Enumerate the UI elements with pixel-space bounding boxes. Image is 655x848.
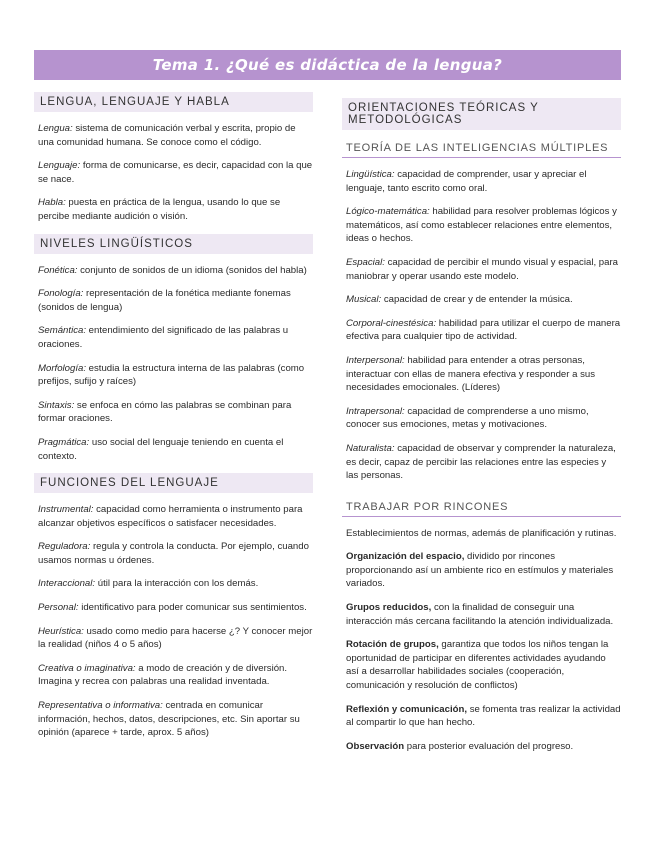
entry-text: capacidad de comprenderse a uno mismo, conocer sus emociones, metas y motivaciones. — [346, 405, 589, 431]
entry-term: Pragmática: — [38, 436, 90, 448]
entry-text: uso social del lenguaje teniendo en cuenta el contexto. — [38, 436, 284, 462]
entry-term: Corporal-cinestésica: — [346, 317, 437, 329]
right-column — [342, 92, 621, 763]
entry-creativa — [38, 662, 313, 689]
entry-term: Naturalista: — [346, 442, 395, 454]
entry-interaccional — [38, 577, 313, 591]
entry-interpersonal — [346, 354, 621, 395]
entry-text: sistema de comunicación verbal y escrita, propio de una comunidad humana. Se conoce como el código. — [38, 123, 296, 148]
entry-term: Organización del espacio, — [346, 551, 465, 563]
left-column — [34, 92, 313, 750]
entry-term: Lenguaje: — [38, 160, 81, 172]
entry-personal — [38, 601, 313, 615]
entry-lenguaje — [38, 159, 313, 186]
entry-text: capacidad de crear y de entender la música. — [381, 294, 573, 306]
entry-text: conjunto de sonidos de un idioma (sonidos del habla) — [77, 264, 307, 276]
entry-term: Reguladora: — [38, 541, 91, 553]
entry-text: entendimiento del significado de las palabras u oraciones. — [38, 325, 289, 350]
entry-text: habilidad para resolver problemas lógicos y matemáticos, así como establecer relaciones entre elementos, ideas o hechos. — [346, 206, 617, 245]
entry-morfologia — [38, 362, 313, 389]
entry-text: con la finalidad de conseguir una interacción más cercana facilitando la atención individualizada. — [346, 602, 614, 627]
entry-text: se enfoca en cómo las palabras se combinan para formar oraciones. — [38, 399, 292, 425]
section-heading-lengua: LENGUA, LENGUAJE Y HABLA — [34, 92, 313, 112]
entry-text: centrada en comunicar información, hechos, datos, descripciones, etc. Sin aportar su opinión (aparece + tarde, aprox. 5 años) — [38, 700, 300, 739]
entry-reguladora — [38, 540, 313, 567]
entry-text: puesta en práctica de la lengua, usando lo que se percibe mediante audición o visión. — [38, 197, 281, 222]
entry-musical — [346, 293, 621, 307]
entry-text: capacidad de comprender, usar y apreciar el lenguaje, tanto escrito como oral. — [346, 169, 587, 194]
page-title: Tema 1. ¿Qué es didáctica de la lengua? — [34, 50, 621, 80]
entry-term: Interaccional: — [38, 578, 96, 590]
entry-pragmatica — [38, 436, 313, 463]
entry-term: Grupos reducidos, — [346, 602, 432, 614]
entry-rotacion — [346, 638, 621, 692]
entry-reflexion — [346, 703, 621, 730]
entry-term: Heurística: — [38, 625, 84, 637]
entry-text: estudia la estructura interna de las palabras (como prefijos, sufijo y raíces) — [38, 362, 305, 388]
entry-sintaxis — [38, 399, 313, 426]
entry-grupos — [346, 601, 621, 628]
entry-term: Sintaxis: — [38, 399, 75, 411]
entry-text: para posterior evaluación del progreso. — [404, 740, 574, 752]
entry-term: Semántica: — [38, 325, 86, 337]
entry-term: Rotación de grupos, — [346, 639, 439, 651]
entry-habla — [38, 196, 313, 223]
entry-text: capacidad como herramienta o instrumento para alcanzar objetivos específicos o satisfacer necesidades. — [38, 504, 303, 529]
subsection-heading-rincones: TRABAJAR POR RINCONES — [342, 499, 621, 517]
entry-espacial — [346, 256, 621, 283]
entry-text: habilidad para entender a otras personas, interactuar con ellas de manera efectiva y responder a sus necesidades emocionales. (Líderes) — [346, 354, 596, 394]
entry-term: Lógico-matemática: — [346, 206, 430, 218]
entry-term: Observación — [346, 740, 405, 752]
entry-term: Creativa o imaginativa: — [38, 662, 136, 674]
entry-term: Lengua: — [38, 123, 73, 134]
entry-text: representación de la fonética mediante fonemas (sonidos de lengua) — [38, 288, 291, 313]
entry-term: Fonología: — [38, 288, 84, 300]
entry-heuristica — [38, 625, 313, 652]
entry-instrumental — [38, 503, 313, 530]
entry-text: se fomenta tras realizar la actividad al compartir lo que han hecho. — [346, 703, 621, 729]
entry-naturalista — [346, 442, 621, 483]
entry-linguistica — [346, 168, 621, 195]
entry-rincones-intro: Establecimientos de normas, además de planificación y rutinas. — [346, 527, 617, 539]
entry-term: Interpersonal: — [346, 354, 405, 366]
entry-logico-matematica — [346, 205, 621, 246]
entry-lengua — [38, 122, 313, 149]
entry-term: Fonética: — [38, 264, 78, 276]
entry-text: forma de comunicarse, es decir, capacidad con la que se nace. — [38, 160, 313, 185]
entry-fonetica — [38, 264, 313, 278]
entry-text: capacidad de observar y comprender la naturaleza, es decir, capaz de percibir las relaciones entre las especies y las personas. — [346, 442, 616, 482]
entry-term: Representativa o informativa: — [38, 700, 163, 712]
entry-text: a modo de creación y de diversión. Imagina y recrea con palabras una realidad inventada. — [38, 662, 288, 688]
entry-term: Personal: — [38, 602, 79, 614]
entry-term: Espacial: — [346, 256, 385, 268]
entry-corporal — [346, 317, 621, 344]
entry-text: dividido por rincones proporcionando así un ambiente rico en estímulos y materiales variados. — [346, 551, 614, 590]
entry-term: Instrumental: — [38, 504, 94, 516]
entry-term: Habla: — [38, 197, 66, 209]
entry-term: Lingüística: — [346, 169, 395, 180]
section-heading-funciones: FUNCIONES DEL LENGUAJE — [34, 473, 313, 493]
entry-semantica — [38, 324, 313, 351]
entry-term: Morfología: — [38, 362, 86, 374]
entry-organizacion — [346, 550, 621, 591]
entry-term: Musical: — [346, 294, 382, 306]
entry-text: garantiza que todos los niños tengan la oportunidad de participar en diferentes actividades ayudando así a desarrollar habilidades sociales (cooperación, comunicación y resolución de conflictos) — [346, 639, 609, 692]
section-heading-orientaciones: ORIENTACIONES TEÓRICAS Y METODOLÓGICAS — [342, 98, 621, 130]
entry-text: regula y controla la conducta. Por ejemplo, cuando usamos normas u órdenes. — [38, 541, 309, 566]
entry-observacion — [346, 740, 621, 754]
entry-intrapersonal — [346, 405, 621, 432]
entry-term: Intrapersonal: — [346, 405, 405, 417]
entry-text: usado como medio para hacerse ¿? Y conocer mejor la realidad (niños 4 o 5 años) — [38, 625, 313, 651]
entry-text: capacidad de percibir el mundo visual y espacial, para maniobrar y operar usando este modelo. — [346, 256, 618, 282]
entry-text: habilidad para utilizar el cuerpo de manera efectiva para cualquier tipo de actividad. — [346, 317, 621, 343]
section-heading-niveles: NIVELES LINGÜÍSTICOS — [34, 234, 313, 254]
entry-fonologia — [38, 287, 313, 314]
entry-text: identificativo para poder comunicar sus sentimientos. — [78, 602, 307, 614]
entry-representativa — [38, 699, 313, 740]
entry-term: Reflexión y comunicación, — [346, 703, 468, 715]
subsection-heading-inteligencias: TEORÍA DE LAS INTELIGENCIAS MÚLTIPLES — [342, 140, 621, 158]
entry-text: útil para la interacción con los demás. — [95, 578, 259, 590]
